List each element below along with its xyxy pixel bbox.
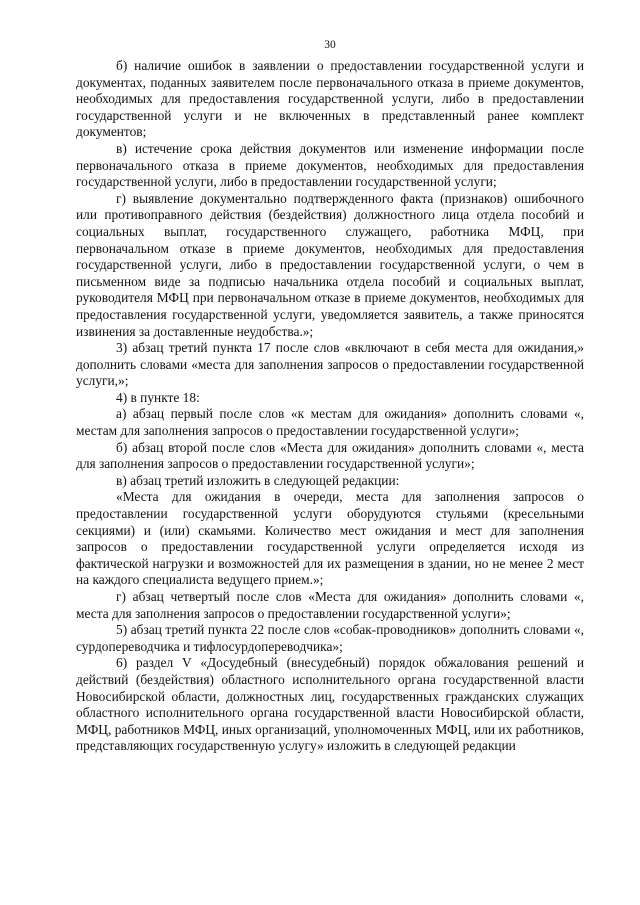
paragraph-quoted-text: «Места для ожидания в очереди, места для заполнения запросов о предоставлении государственной услуги оборудуются стульями (кресельными секциями) и (или) скамьями. Количество мест ожидания и мест для заполнения запросов о предоставлении государственной услуги определяется исходя из фактической нагрузки и возможностей для их размещения в здании, но не менее 2 мест на каждого специалиста ведущего прием.»;: [76, 489, 584, 588]
document-body: [76, 58, 584, 755]
paragraph-g-violation: г) выявление документально подтвержденного факта (признаков) ошибочного или противоправного действия (бездействия) должностного лица отдела пособий и социальных выплат, государственного служащего, работника МФЦ, при первоначальном отказе в приеме документов, необходимых для предоставления государственной услуги, либо в предоставлении государственной услуги, о чем в письменном виде за подписью начальника отдела пособий и социальных выплат, руководителя МФЦ при первоначальном отказе в приеме документов, необходимых для предоставления государственной услуги, уведомляется заявитель, а также приносятся извинения за доставленные неудобства.»;: [76, 190, 584, 339]
page-number: 30: [324, 39, 336, 51]
paragraph-item-4a: а) абзац первый после слов «к местам для ожидания» дополнить словами «, местам для заполнения запросов о предоставлении государственной услуги»;: [76, 406, 584, 439]
paragraph-b-errors: б) наличие ошибок в заявлении о предоставлении государственной услуги и документах, поданных заявителем после первоначального отказа в приеме документов, необходимых для предоставления государственной услуги, либо в предоставлении государственной услуги и не включенных в представленный ранее комплект документов;: [76, 58, 584, 140]
paragraph-item-6: 6) раздел V «Досудебный (внесудебный) порядок обжалования решений и действий (бездействия) областного исполнительного органа государственной власти Новосибирской области, должностных лиц, государственных гражданских служащих областного исполнительного органа государственной власти Новосибирской области, МФЦ, работников МФЦ, иных организаций, уполномоченных МФЦ, или их работников, представляющих государственную услугу» изложить в следующей редакции: [76, 655, 584, 754]
paragraph-item-4: 4) в пункте 18:: [116, 389, 200, 405]
paragraph-item-3: 3) абзац третий пункта 17 после слов «включают в себя места для ожидания,» дополнить словами «места для заполнения запросов о предоставлении государственной услуги,»;: [76, 340, 584, 389]
paragraph-item-4v: в) абзац третий изложить в следующей редакции:: [116, 472, 400, 488]
paragraph-item-4g: г) абзац четвертый после слов «Места для ожидания» дополнить словами «, места для заполнения запросов о предоставлении государственной услуги»;: [76, 589, 584, 621]
paragraph-item-5: 5) абзац третий пункта 22 после слов «собак-проводников» дополнить словами «, сурдопереводчика и тифлосурдопереводчика»;: [76, 622, 584, 654]
paragraph-v-expiry: в) истечение срока действия документов или изменение информации после первоначального отказа в приеме документов, необходимых для предоставления государственной услуги, либо в предоставлении государственной услуги;: [76, 140, 584, 190]
paragraph-item-4b: б) абзац второй после слов «Места для ожидания» дополнить словами «, места для заполнения запросов о предоставлении государственной услуги»;: [76, 439, 584, 472]
